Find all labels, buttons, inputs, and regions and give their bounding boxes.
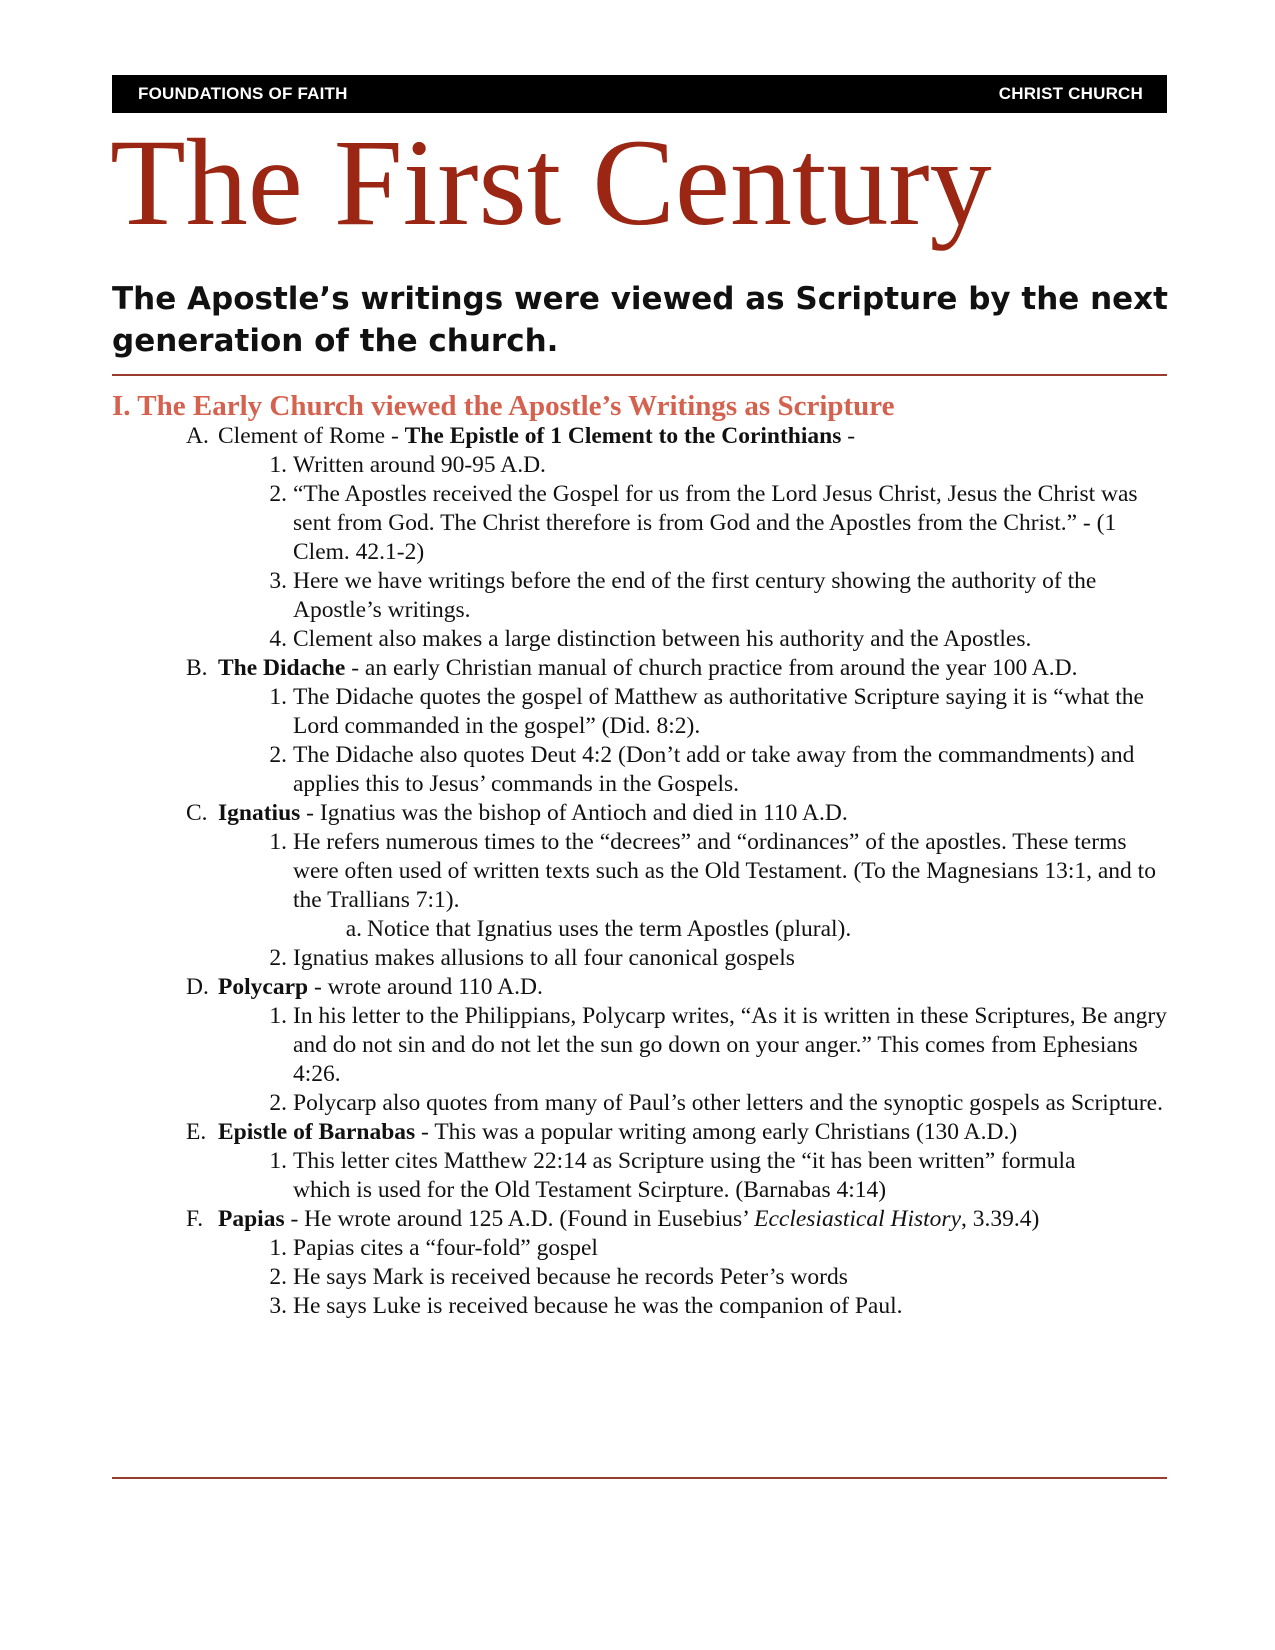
outline-subitem (0, 480, 1275, 567)
outline-marker: D. (186, 974, 209, 1000)
item-title: Polycarp (218, 974, 309, 1000)
outline-subitem (0, 625, 1275, 654)
outline-item-polycarp (0, 973, 1275, 1002)
subitem-text: He says Mark is received because he records Peter’s words (293, 1264, 848, 1290)
item-title: Papias (218, 1206, 285, 1232)
subitem-text: Written around 90-95 A.D. (293, 452, 546, 478)
outline-item-clement (0, 422, 1275, 451)
item-book-title: Ecclesiastical History (754, 1206, 961, 1232)
outline-marker: A. (186, 423, 209, 449)
subitem-text: He says Luke is received because he was the companion of Paul. (293, 1293, 903, 1319)
outline-marker: 2. (269, 1090, 287, 1116)
outline-marker: 3. (269, 1293, 287, 1319)
outline-marker: 1. (269, 452, 287, 478)
outline-marker: B. (186, 655, 208, 681)
outline-subitem (0, 1263, 1275, 1292)
outline-marker: 1. (269, 1003, 287, 1029)
outline-marker: 1. (269, 1148, 287, 1174)
outline-item-ignatius (0, 799, 1275, 828)
outline-subitem (0, 1147, 1275, 1205)
subitem-text: In his letter to the Philippians, Polycarp writes, “As it is written in these Scriptures, Be angry and do not sin and do not let the sun go down on your anger.” This comes from Ephesians 4:26. (293, 1003, 1167, 1087)
outline-subitem (0, 944, 1275, 973)
subitem-text: Clement also makes a large distinction between his authority and the Apostles. (293, 626, 1032, 652)
item-text: - He wrote around 125 A.D. (Found in Eusebius’ (284, 1206, 755, 1232)
page-title: The First Century (110, 114, 992, 251)
header-church-name: CHRIST CHURCH (998, 84, 1143, 103)
item-text: - Ignatius was the bishop of Antioch and died in 110 A.D. (300, 800, 848, 826)
top-divider (112, 374, 1167, 376)
outline-marker: 3. (269, 568, 287, 594)
item-text: - an early Christian manual of church practice from around the year 100 A.D. (345, 655, 1078, 681)
subitem-text: Papias cites a “four-fold” gospel (293, 1235, 598, 1261)
outline-subitem (0, 828, 1275, 915)
item-prefix: Clement of Rome - (218, 423, 405, 449)
subitem-text: Ignatius makes allusions to all four canonical gospels (293, 945, 795, 971)
subitem-text: This letter cites Matthew 22:14 as Scripture using the “it has been written” formula which is used for the Old Testament Scirpture. (Barnabas 4:14) (293, 1148, 1076, 1203)
item-text: - wrote around 110 A.D. (308, 974, 543, 1000)
outline-marker: 2. (269, 1264, 287, 1290)
subitem-text: Here we have writings before the end of the first century showing the authority of the Apostle’s writings. (293, 568, 1097, 623)
outline-marker: 1. (269, 1235, 287, 1261)
outline-marker: 2. (269, 945, 287, 971)
outline-subitem (0, 741, 1275, 799)
item-title: The Didache (218, 655, 346, 681)
subitem-text: The Didache quotes the gospel of Matthew as authoritative Scripture saying it is “what the Lord commanded in the gospel” (Did. 8:2). (293, 684, 1144, 739)
header-bar (112, 75, 1167, 113)
outline-subitem (0, 1292, 1275, 1321)
outline-subitem (0, 1002, 1275, 1089)
item-title: Ignatius (218, 800, 301, 826)
outline-marker: 4. (269, 626, 287, 652)
section-heading: I. The Early Church viewed the Apostle’s Writings as Scripture (112, 390, 895, 422)
item-text: - (841, 423, 856, 449)
bottom-divider (112, 1477, 1167, 1479)
header-series-title: FOUNDATIONS OF FAITH (138, 84, 348, 103)
outline-item-didache (0, 654, 1275, 683)
item-title: The Epistle of 1 Clement to the Corinthians (404, 423, 842, 449)
subitem-text: The Didache also quotes Deut 4:2 (Don’t add or take away from the commandments) and applies this to Jesus’ commands in the Gospels. (293, 742, 1135, 797)
outline-subitem (0, 1234, 1275, 1263)
outline-subitem (0, 683, 1275, 741)
item-title: Epistle of Barnabas (218, 1119, 416, 1145)
outline-marker: F. (186, 1206, 204, 1232)
outline-subitem (0, 1089, 1275, 1118)
outline-marker: 1. (269, 829, 287, 855)
outline-item-papias (0, 1205, 1275, 1234)
page-subtitle: The Apostle’s writings were viewed as Scripture by the next generation of the church. (112, 281, 1168, 359)
subitem-text: “The Apostles received the Gospel for us from the Lord Jesus Christ, Jesus the Christ was sent from God. The Christ therefore is from God and the Apostles from the Christ.” - (1 Clem. 42.1-2) (293, 481, 1138, 565)
outline-subsubitem (0, 915, 1275, 944)
outline-marker: 1. (269, 684, 287, 710)
outline-marker: 2. (269, 481, 287, 507)
item-text: - This was a popular writing among early Christians (130 A.D.) (415, 1119, 1018, 1145)
subitem-text: He refers numerous times to the “decrees” and “ordinances” of the apostles. These terms were often used of written texts such as the Old Testament. (To the Magnesians 13:1, and to the Trallians 7:1). (293, 829, 1156, 913)
outline-marker: C. (186, 800, 208, 826)
outline-marker: a. (345, 916, 362, 942)
subitem-text: Polycarp also quotes from many of Paul’s other letters and the synoptic gospels as Scripture. (293, 1090, 1163, 1116)
outline-marker: E. (186, 1119, 207, 1145)
outline-item-barnabas (0, 1118, 1275, 1147)
subsubitem-text: Notice that Ignatius uses the term Apostles (plural). (367, 916, 852, 942)
outline-marker: 2. (269, 742, 287, 768)
outline-subitem (0, 567, 1275, 625)
outline-subitem (0, 451, 1275, 480)
item-text-tail: , 3.39.4) (961, 1206, 1040, 1232)
outline (0, 422, 1275, 1321)
